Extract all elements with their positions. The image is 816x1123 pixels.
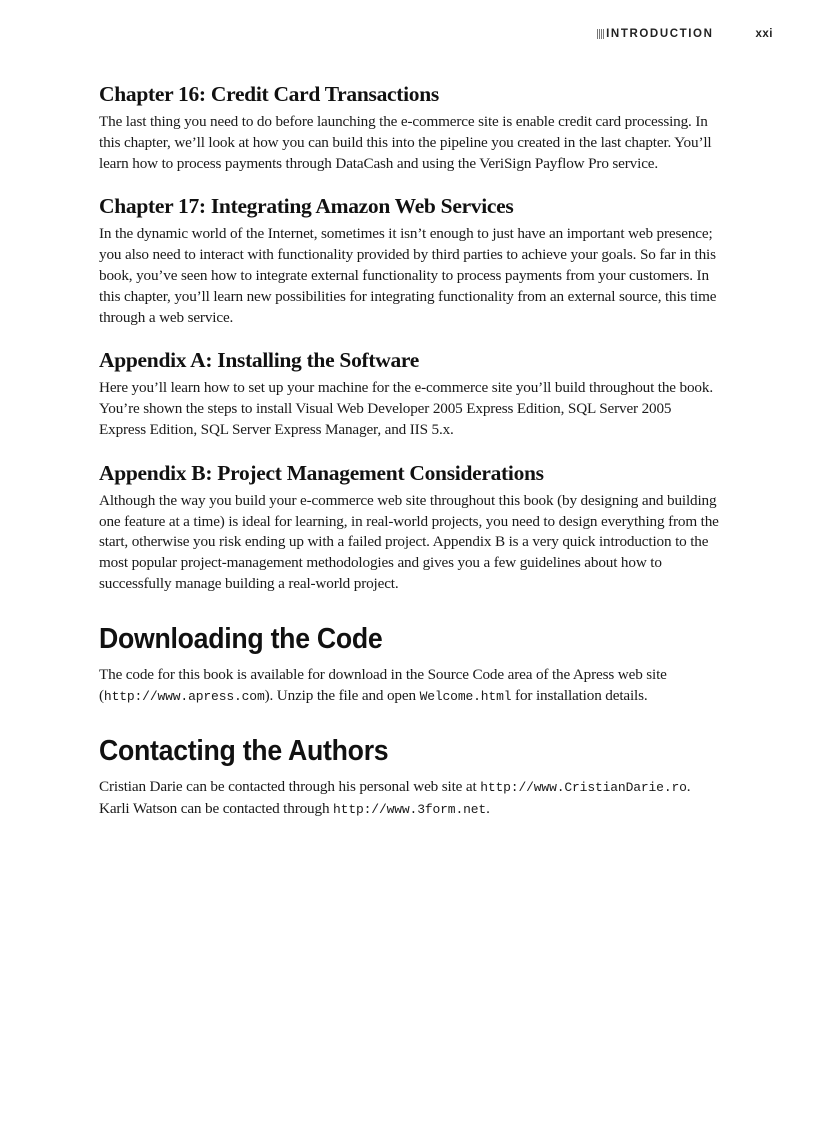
cristian-url: http://www.CristianDarie.ro [480, 780, 687, 796]
chapter-17-heading: Chapter 17: Integrating Amazon Web Services [99, 194, 514, 219]
contacting-text-2: . Karli Watson can be contacted through [99, 778, 691, 818]
welcome-file: Welcome.html [419, 688, 512, 704]
contacting-heading: Contacting the Authors [99, 735, 389, 768]
appendix-a-text: Here you’ll learn how to set up your machine for the e-commerce site you’ll build throughout the book. You’re shown the steps to install Visual Web Developer 2005 Express Edition, SQL Server 2005 Express Edition, SQL Server Express Manager, and IIS 5.x. [99, 379, 713, 438]
page-content [99, 82, 721, 841]
contacting-text-1: Cristian Darie can be contacted through his personal web site at [99, 778, 481, 796]
downloading-text [99, 665, 721, 708]
downloading-heading: Downloading the Code [99, 622, 383, 655]
contacting-text-3: . [486, 800, 490, 818]
appendix-a-heading: Appendix A: Installing the Software [99, 348, 420, 373]
downloading-text-3: for installation details. [511, 686, 648, 704]
appendix-b-text: Although the way you build your e-commerce web site throughout this book (by designing and building one feature at a time) is ideal for learning, in real-world projects, you need to design everything from the start, otherwise you risk ending up with a failed project. Appendix B is a very quick introduction to the most popular project-management methodologies and gives you a few guidelines about how to successfully manage building a real-world project. [99, 491, 719, 592]
running-head [597, 28, 773, 40]
chapter-16-text: The last thing you need to do before launching the e-commerce site is enable credit card processing. In this chapter, we’ll look at how you can build this into the pipeline you created in the last chapter. You’ll learn how to process payments through DataCash and using the VeriSign Payflow Pro service. [99, 113, 712, 172]
running-head-section: INTRODUCTION [606, 28, 714, 40]
downloading-text-2: ). Unzip the file and open [264, 686, 420, 704]
downloading-text-1: The code for this book is available for download in the Source Code area of the Apress web site ( [99, 665, 667, 704]
header-bar-icon [597, 29, 605, 39]
appendix-b-heading: Appendix B: Project Management Considerations [99, 460, 544, 485]
contacting-text [99, 777, 721, 821]
chapter-17-text: In the dynamic world of the Internet, sometimes it isn’t enough to just have an important web presence; you also need to interact with functionality provided by third parties to achieve your goals. So far in this book, you’ve seen how to integrate external functionality to process payments from your customers. In this chapter, you’ll learn new possibilities for integrating functionality from an external source, this time through a web service. [99, 225, 717, 326]
karli-url: http://www.3form.net [333, 802, 487, 818]
page-number: xxi [755, 28, 773, 40]
apress-url: http://www.apress.com [103, 688, 265, 704]
chapter-16-heading: Chapter 16: Credit Card Transactions [99, 82, 439, 106]
